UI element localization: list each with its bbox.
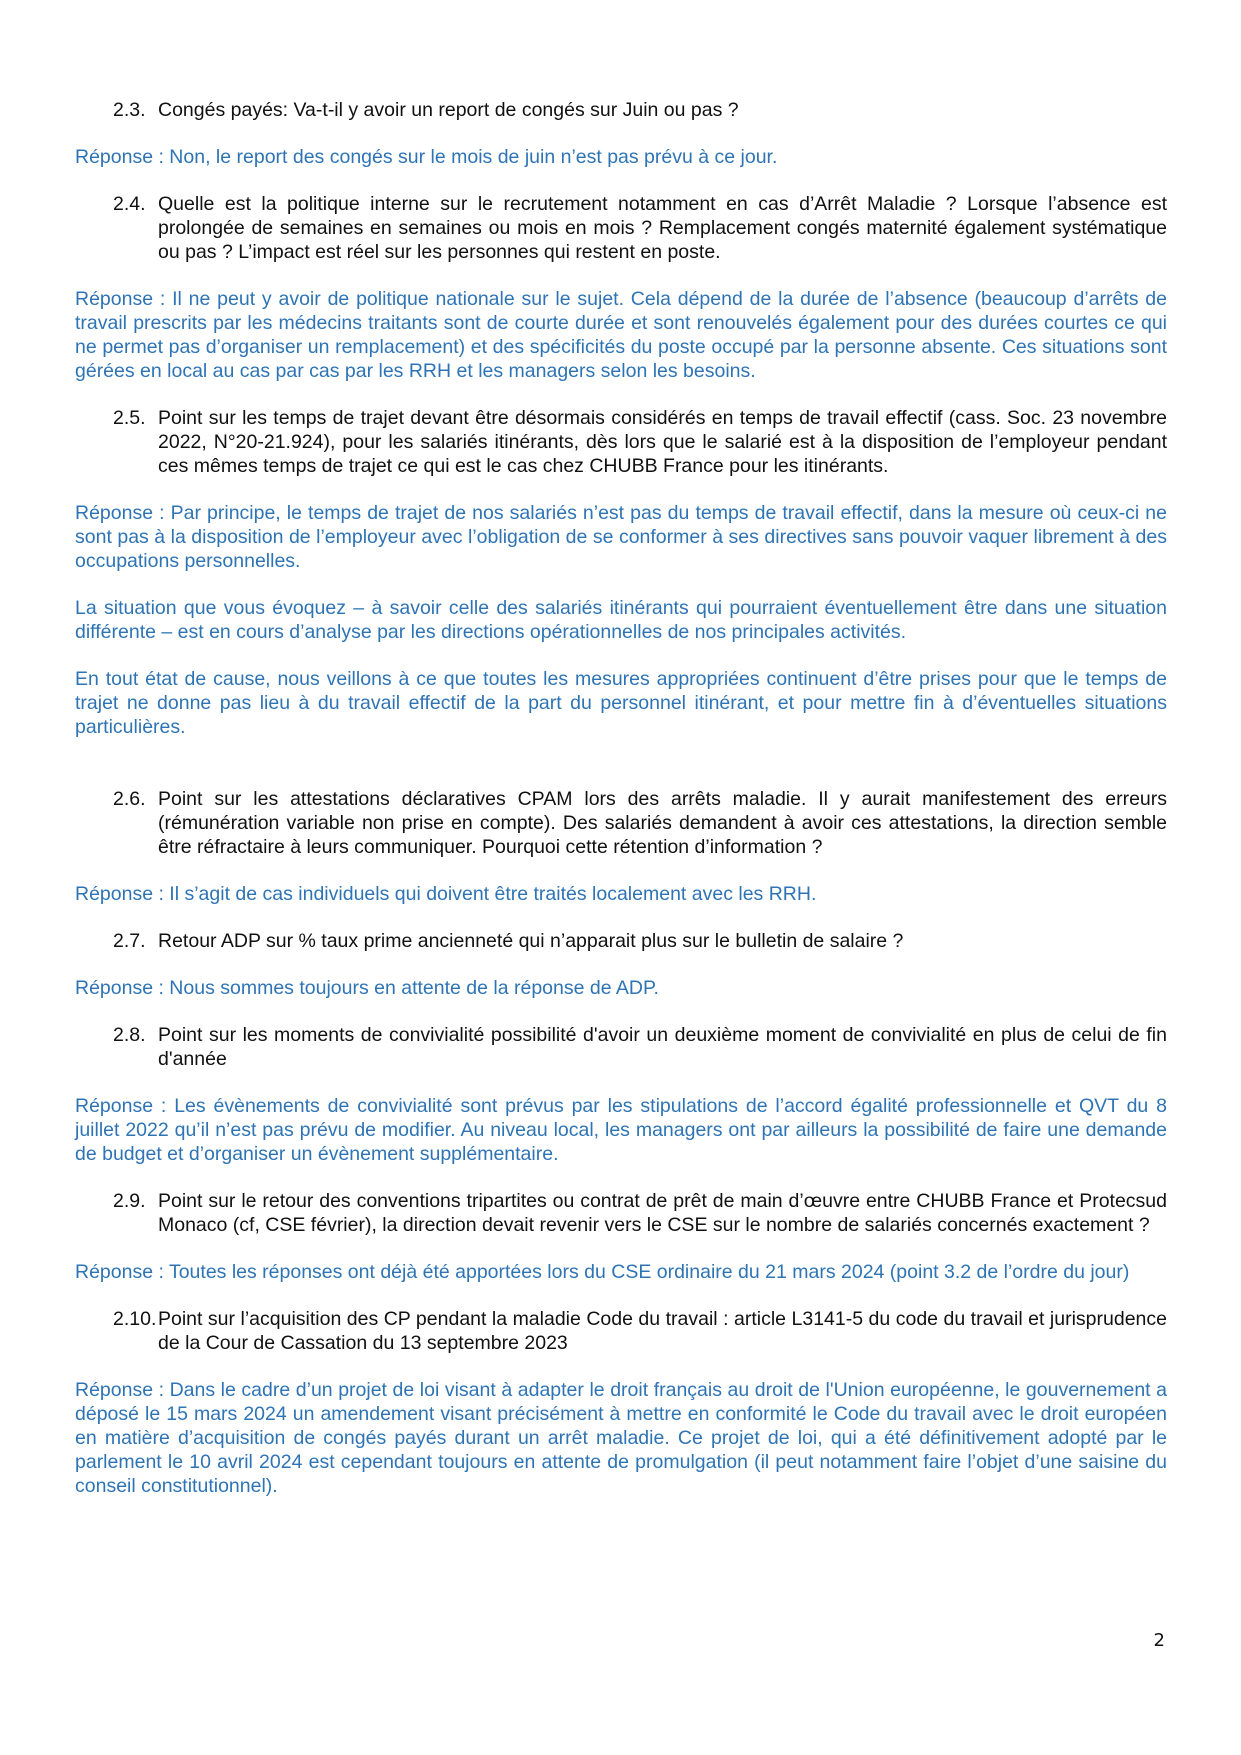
question-text: Quelle est la politique interne sur le recrutement notamment en cas d’Arrêt Maladie ? Lorsque l’absence est prolongée de semaines en semaines ou mois en mois ? Remplacement congés maternité également systématique ou pas ? L’impact est réel sur les personnes qui restent en poste.	[158, 193, 1167, 263]
question-text: Point sur les temps de trajet devant être désormais considérés en temps de travail effectif (cass. Soc. 23 novembre 2022, N°20-21.924), pour les salariés itinérants, dès lors que le salarié est à la disposition de l’employeur pendant ces mêmes temps de trajet ce qui est le cas chez CHUBB France pour les itinérants.	[158, 407, 1167, 477]
question-text: Point sur l’acquisition des CP pendant la maladie Code du travail : article L3141-5 du code du travail et jurisprudence de la Cour de Cassation du 13 septembre 2023	[158, 1308, 1167, 1354]
question-2-4	[113, 192, 1167, 264]
question-number: 2.4.	[113, 193, 146, 215]
question-number: 2.8.	[113, 1024, 146, 1046]
response-2-5-paragraph-3: En tout état de cause, nous veillons à ce que toutes les mesures appropriées continuent d’être prises pour que le temps de trajet ne donne pas lieu à du travail effectif de la part du personnel itinérant, et pour mettre fin à d’éventuelles situations particulières.	[75, 668, 1167, 738]
question-2-7	[113, 929, 1167, 953]
question-2-10	[113, 1307, 1167, 1355]
response-2-9: Réponse : Toutes les réponses ont déjà été apportées lors du CSE ordinaire du 21 mars 2024 (point 3.2 de l’ordre du jour)	[75, 1261, 1130, 1283]
question-number: 2.5.	[113, 407, 146, 429]
question-text: Retour ADP sur % taux prime ancienneté qui n’apparait plus sur le bulletin de salaire ?	[158, 930, 904, 952]
question-number: 2.7.	[113, 930, 146, 952]
question-number: 2.9.	[113, 1190, 146, 1212]
question-text: Point sur les moments de convivialité possibilité d'avoir un deuxième moment de convivialité en plus de celui de fin d'année	[158, 1024, 1167, 1070]
question-number: 2.10.	[113, 1308, 157, 1330]
page-number: 2	[1153, 1630, 1165, 1651]
question-2-3	[113, 98, 1167, 122]
response-2-3: Réponse : Non, le report des congés sur le mois de juin n’est pas prévu à ce jour.	[75, 146, 778, 168]
response-2-4: Réponse : Il ne peut y avoir de politique nationale sur le sujet. Cela dépend de la durée de l’absence (beaucoup d’arrêts de travail prescrits par les médecins traitants sont de courte durée et sont renouvelés également pour des durées courtes ce qui ne permet pas d’organiser un remplacement) et des spécificités du poste occupé par la personne absente. Ces situations sont gérées en local au cas par cas par les RRH et les managers selon les besoins.	[75, 288, 1167, 382]
question-number: 2.3.	[113, 99, 146, 121]
question-text: Congés payés: Va-t-il y avoir un report de congés sur Juin ou pas ?	[158, 99, 739, 121]
response-2-5-paragraph-1: Réponse : Par principe, le temps de trajet de nos salariés n’est pas du temps de travail effectif, dans la mesure où ceux-ci ne sont pas à la disposition de l’employeur avec l’obligation de se conformer à ses directives sans pouvoir vaquer librement à des occupations personnelles.	[75, 502, 1167, 572]
document-body	[75, 98, 1167, 1498]
response-2-6: Réponse : Il s’agit de cas individuels qui doivent être traités localement avec les RRH.	[75, 883, 817, 905]
question-2-6	[113, 787, 1167, 859]
response-2-5-paragraph-2: La situation que vous évoquez – à savoir celle des salariés itinérants qui pourraient éventuellement être dans une situation différente – est en cours d’analyse par les directions opérationnelles de nos principales activités.	[75, 597, 1167, 643]
question-2-8	[113, 1023, 1167, 1071]
question-2-5	[113, 406, 1167, 478]
response-2-7: Réponse : Nous sommes toujours en attente de la réponse de ADP.	[75, 977, 659, 999]
response-2-10: Réponse : Dans le cadre d’un projet de loi visant à adapter le droit français au droit de l'Union européenne, le gouvernement a déposé le 15 mars 2024 un amendement visant précisément à mettre en conformité le Code du travail avec le droit européen en matière d’acquisition de congés payés durant un arrêt maladie. Ce projet de loi, qui a été définitivement adopté par le parlement le 10 avril 2024 est cependant toujours en attente de promulgation (il peut notamment faire l’objet d’une saisine du conseil constitutionnel).	[75, 1379, 1167, 1497]
question-text: Point sur les attestations déclaratives CPAM lors des arrêts maladie. Il y aurait manifestement des erreurs (rémunération variable non prise en compte). Des salariés demandent à avoir ces attestations, la direction semble être réfractaire à leurs communiquer. Pourquoi cette rétention d’information ?	[158, 788, 1167, 858]
question-number: 2.6.	[113, 788, 146, 810]
question-text: Point sur le retour des conventions tripartites ou contrat de prêt de main d’œuvre entre CHUBB France et Protecsud Monaco (cf, CSE février), la direction devait revenir vers le CSE sur le nombre de salariés concernés exactement ?	[158, 1190, 1167, 1236]
question-2-9	[113, 1189, 1167, 1237]
response-2-8: Réponse : Les évènements de convivialité sont prévus par les stipulations de l’accord égalité professionnelle et QVT du 8 juillet 2022 qu’il n’est pas prévu de modifier. Au niveau local, les managers ont par ailleurs la possibilité de faire une demande de budget et d’organiser un évènement supplémentaire.	[75, 1095, 1167, 1165]
